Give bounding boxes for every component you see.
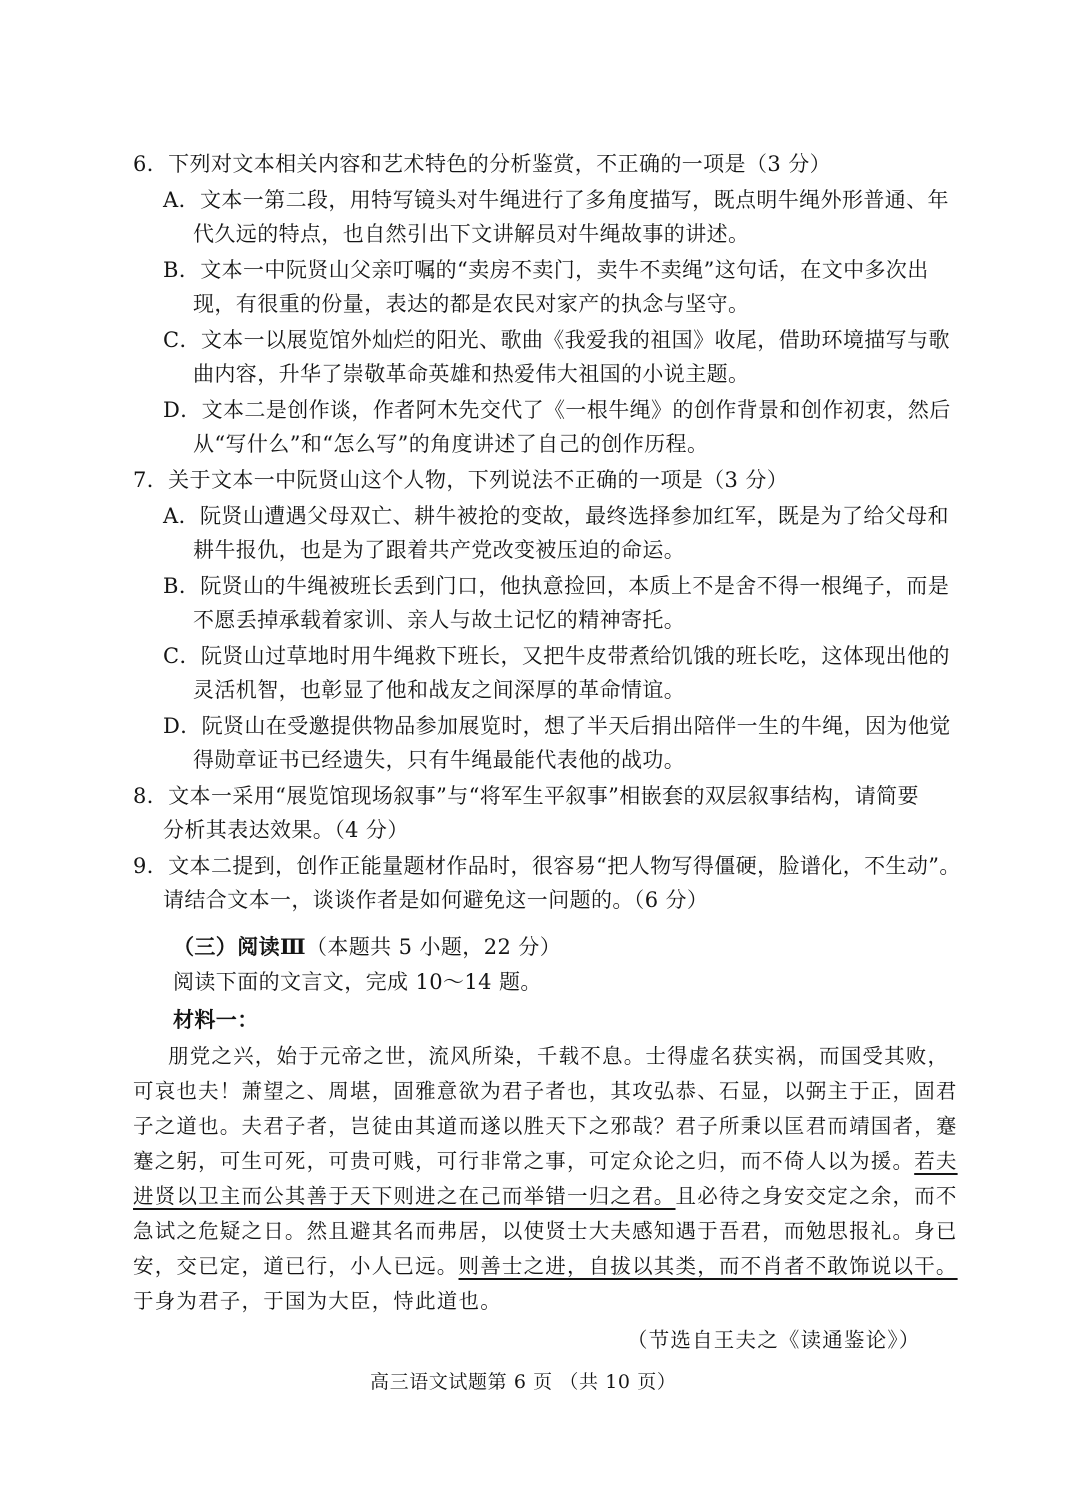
q8-line2: 分析其表达效果。（4 分） [163,818,409,842]
q7-option-c-line1: C．阮贤山过草地时用牛绳救下班长，又把牛皮带煮给饥饿的班长吃，这体现出他的 [163,644,950,668]
passage-line3: 子之道也。夫君子者，岂徒由其道而遂以胜天下之邪哉？君子所秉以匡君而靖国者，蹇 [133,1114,958,1138]
q7-option-d-line2: 得勋章证书已经遗失，只有牛绳最能代表他的战功。 [193,748,686,772]
q6-option-d-line2: 从“写什么”和“怎么写”的角度讲述了自己的创作历程。 [193,432,709,456]
q7-option-c-line2: 灵活机智，也彰显了他和战友之间深厚的革命情谊。 [193,678,686,702]
passage-line7-text: 安，交已定，道已行，小人已远。 [133,1254,459,1278]
q6-option-b-line1: B．文本一中阮贤山父亲叮嘱的“卖房不卖门，卖牛不卖绳”这句话，在文中多次出 [163,258,929,282]
passage-line5-text: 且必待之身安交定之余，而不 [675,1184,958,1208]
q6-stem: 6．下列对文本相关内容和艺术特色的分析鉴赏，不正确的一项是（3 分） [133,152,831,176]
q6-option-b-line2: 现，有很重的份量，表达的都是农民对家产的执念与坚守。 [193,292,750,316]
passage-line2: 可哀也夫！萧望之、周堪，固雅意欲为君子者也，其攻弘恭、石显，以弼主于正，固君 [133,1079,958,1103]
q8-line1: 8．文本一采用“展览馆现场叙事”与“将军生平叙事”相嵌套的双层叙事结构，请简要 [133,784,919,808]
passage-underlined-sentence-1: 进贤以卫主而公其善于天下则进之在己而举错一归之君。 [133,1184,676,1208]
passage-line4 [133,1147,958,1175]
q6-option-a-line2: 代久远的特点，也自然引出下文讲解员对牛绳故事的讲述。 [193,222,750,246]
q6-option-d-line1: D．文本二是创作谈，作者阿木先交代了《一根牛绳》的创作背景和创作初衷，然后 [163,398,951,422]
q7-option-b-line2: 不愿丢掉承载着家训、亲人与故土记忆的精神寄托。 [193,608,686,632]
q6-option-c-line1: C．文本一以展览馆外灿烂的阳光、歌曲《我爱我的祖国》收尾，借助环境描写与歌 [163,328,950,352]
q7-option-a-line2: 耕牛报仇，也是为了跟着共产党改变被压迫的命运。 [193,538,686,562]
passage-underlined-sentence-start: 若夫 [914,1149,958,1173]
passage-line8: 于身为君子，于国为大臣，恃此道也。 [133,1289,502,1313]
section-heading [173,933,561,961]
q9-line1: 9．文本二提到，创作正能量题材作品时，很容易“把人物写得僵硬，脸谱化，不生动”。 [133,854,961,878]
passage-source: （节选自王夫之《读通鉴论》） [627,1328,921,1352]
passage-line4-text: 蹇之躬，可生可死，可贵可贱，可行非常之事，可定众论之归，而不倚人以为援。 [133,1149,915,1173]
material-label: 材料一： [173,1007,259,1032]
passage-line5 [133,1182,958,1210]
q7-option-a-line1: A．阮贤山遭遇父母双亡、耕牛被抢的变故，最终选择参加红军，既是为了给父母和 [163,504,949,528]
passage-line1: 朋党之兴，始于元帝之世，流风所染，千载不息。士得虚名获实祸，而国受其败， [168,1044,950,1068]
q6-option-c-line2: 曲内容，升华了崇敬革命英雄和热爱伟大祖国的小说主题。 [193,362,750,386]
passage-line7 [133,1252,958,1280]
passage-line6: 急试之危疑之日。然且避其名而弗居，以使贤士大夫感知遇于吾君，而勉思报礼。身已 [133,1219,958,1243]
q7-option-d-line1: D．阮贤山在受邀提供物品参加展览时，想了半天后捐出陪伴一生的牛绳，因为他觉 [163,714,951,738]
section-title: （三）阅读Ⅲ [173,934,306,959]
q6-option-a-line1: A．文本一第二段，用特写镜头对牛绳进行了多角度描写，既点明牛绳外形普通、年 [163,188,949,212]
section-note: （本题共 5 小题，22 分） [305,935,562,959]
q7-stem: 7．关于文本一中阮贤山这个人物，下列说法不正确的一项是（3 分） [133,468,789,492]
q9-line2: 请结合文本一，谈谈作者是如何避免这一问题的。（6 分） [163,888,709,912]
passage-underlined-sentence-2: 则善士之进，自拔以其类，而不肖者不敢饰说以干。 [458,1254,958,1278]
section-instruction: 阅读下面的文言文，完成 10～14 题。 [173,970,542,994]
q7-option-b-line1: B．阮贤山的牛绳被班长丢到门口，他执意捡回，本质上不是舍不得一根绳子，而是 [163,574,950,598]
page-footer: 高三语文试题第 6 页 （共 10 页） [370,1371,677,1393]
